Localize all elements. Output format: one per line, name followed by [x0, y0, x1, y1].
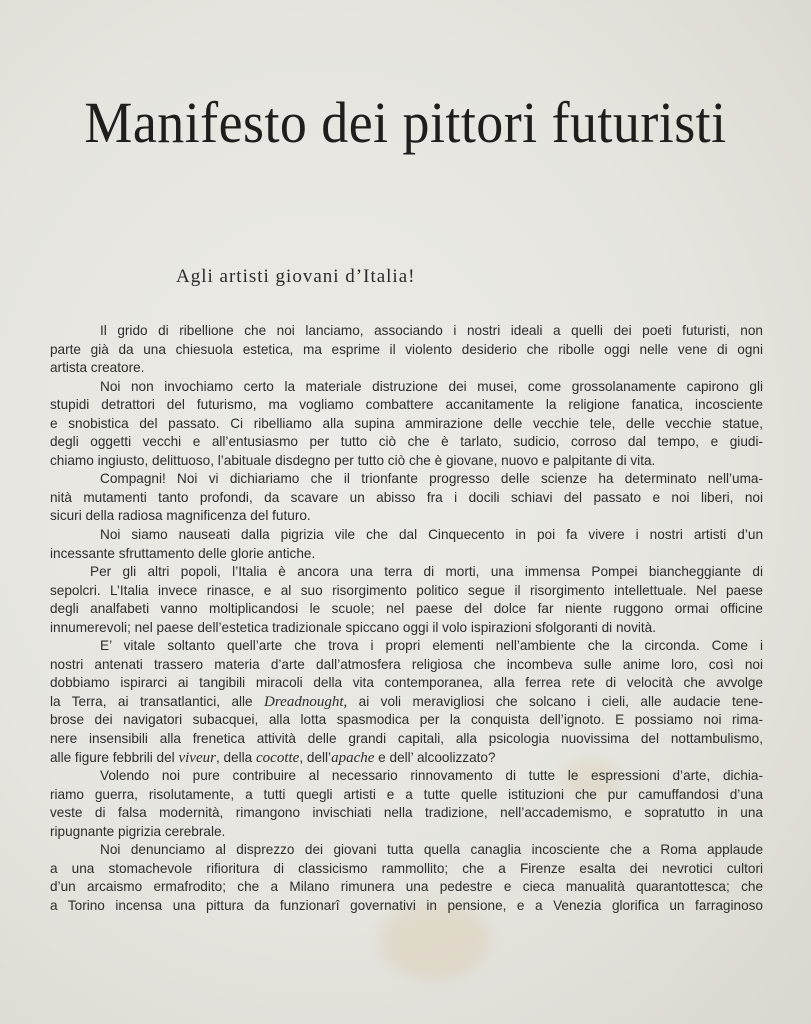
paragraph	[50, 563, 763, 637]
text-line: dobbiamo ispirarci ai tangibili miracoli della vita contemporanea, alla ferrea rete di velocità che avvolge	[50, 675, 763, 691]
text-line: nità mutamenti tanto profondi, da scavare un abisso fra i docili schiavi del passato e noi liberi, noi	[50, 489, 763, 505]
text-line: chiamo ingiusto, delittuoso, l’abituale disdegno per tutto ciò che è giovane, nuovo e palpitante di vita.	[50, 452, 656, 468]
text-line: a una stomachevole rifioritura di classicismo rammollito; che a Firenze esalta dei nevrotici cultori	[50, 860, 763, 876]
text-line: Il grido di ribellione che noi lanciamo, associando i nostri ideali a quelli dei poeti futuristi, non	[100, 323, 763, 338]
text-line: riamo guerra, risolutamente, a tutti quegli artisti e a tutte quelle istituzioni che pur camuffandosi d’una	[50, 786, 763, 802]
text-line: veste di falsa modernità, rimangono invischiati nella tradizione, nell’accademismo, e sopratutto in una	[50, 805, 763, 821]
text-line: brose dei navigatori subacquei, alla lotta spasmodica per la conquista dell’ignoto. E possiamo noi rima-	[50, 712, 763, 728]
text-line: Noi denunciamo al disprezzo dei giovani tutta quella canaglia incosciente che a Roma applaude	[100, 842, 763, 858]
text-line: sepolcri. L’Italia invece rinasce, e al suo risorgimento politico segue il risorgimento intellettuale. Nel paese	[50, 582, 763, 598]
text-line: e snobistica del passato. Ci ribelliamo alla supina ammirazione delle vecchie tele, delle vecchie statue,	[50, 415, 763, 431]
document-subtitle: Agli artisti giovani d’Italia!	[176, 266, 416, 287]
text-line: Per gli altri popoli, l’Italia è ancora una terra di morti, una immensa Pompei biancheggiante di	[90, 564, 763, 580]
paragraph	[50, 526, 763, 563]
paragraph	[50, 767, 763, 841]
text-line: parte già da una chiesuola estetica, ma esprime il violento desiderio che ribolle oggi nelle vene di ogni	[50, 341, 763, 357]
text-line: Compagni! Noi vi dichiariamo che il trionfante progresso delle scienze ha determinato nell’uma-	[100, 471, 763, 487]
text-line: a Torino incensa una pittura da funzionarî governativi in pensione, e a Venezia glorifica un farraginoso	[50, 897, 763, 913]
text-line: alle figure febbrili del viveur, della cocotte, dell’apache e dell’ alcoolizzato?	[50, 749, 496, 766]
paragraph	[50, 378, 763, 471]
text-line: Noi non invochiamo certo la materiale distruzione dei musei, come grossolanamente capirono gli	[100, 378, 763, 394]
text-line: sicuri della radiosa magnificenza del futuro.	[50, 508, 311, 524]
text-line: E’ vitale soltanto quell’arte che trova i propri elementi nell’ambiente che la circonda. Come i	[100, 638, 763, 654]
text-line: artista creatore.	[50, 360, 145, 376]
text-line: nostri antenati trassero materia d’arte dall’atmosfera religiosa che incombeva sulle anime loro, così noi	[50, 656, 763, 672]
text-line: d’un arcaismo ermafrodito; che a Milano rimunera una pedestre e cieca manualità quarantottesca; che	[50, 879, 763, 895]
text-line: degli analfabeti vanno moltiplicandosi le scuole; nel paese del dolce far niente ruggono ormai officine	[50, 601, 763, 617]
text-line: Noi siamo nauseati dalla pigrizia vile che dal Cinquecento in poi fa vivere i nostri artisti d’un	[100, 527, 763, 543]
document-title: Manifesto dei pittori futuristi	[84, 90, 727, 155]
text-line: la Terra, ai transatlantici, alle Dreadnought, ai voli meravigliosi che solcano i cieli, alle audacie tene-	[50, 693, 763, 710]
manifesto-body	[50, 322, 763, 916]
paragraph	[50, 322, 763, 378]
paragraph	[50, 470, 763, 526]
paragraph	[50, 841, 763, 915]
text-line: nere insensibili alla frenetica attività delle grandi capitali, alla psicologia nuovissima del nottambulismo,	[50, 731, 763, 747]
text-line: Volendo noi pure contribuire al necessario rinnovamento di tutte le espressioni d’arte, dichia-	[100, 768, 763, 784]
text-line: innumerevoli; nel paese dell’estetica tradizionale spiccano oggi il volo ispirazioni sfolgoranti di novità.	[50, 619, 657, 635]
text-line: incessante sfruttamento delle glorie antiche.	[50, 545, 316, 561]
paragraph	[50, 637, 763, 767]
text-line: stupidi detrattori del futurismo, ma vogliamo combattere accanitamente la religione fanatica, incosciente	[50, 397, 763, 413]
text-line: degli oggetti vecchi e all’entusiasmo per tutto ciò che è tarlato, sudicio, corroso dal tempo, e giudi-	[50, 434, 763, 450]
text-line: ripugnante pigrizia cerebrale.	[50, 823, 226, 839]
